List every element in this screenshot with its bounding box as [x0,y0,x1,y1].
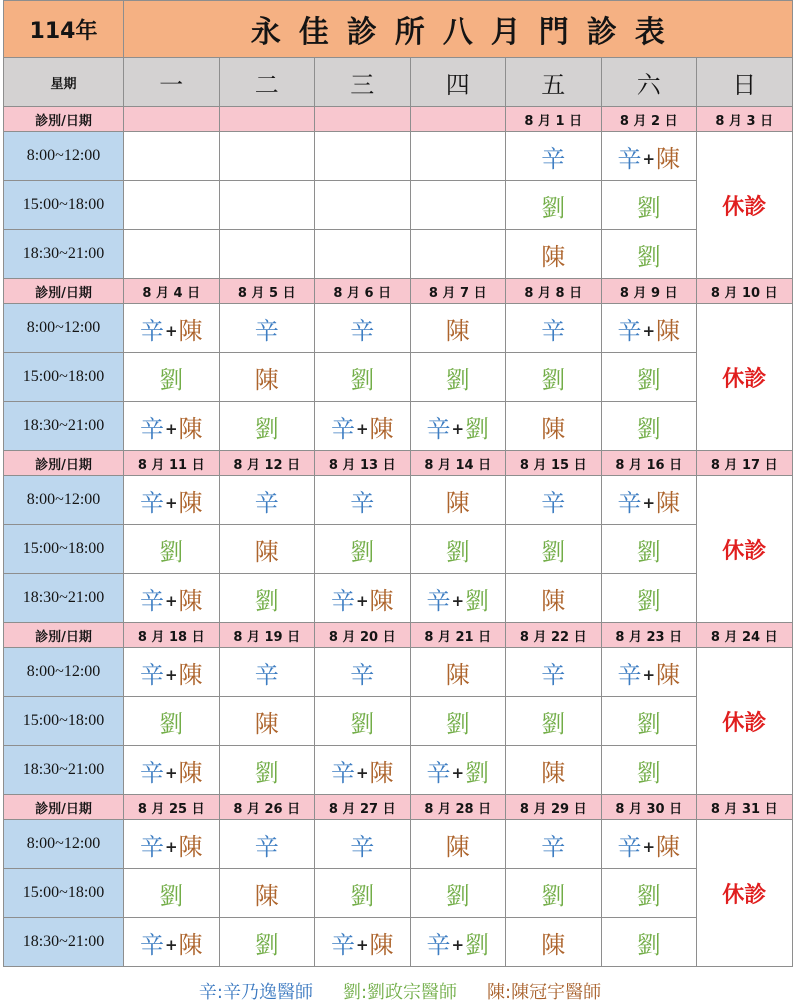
doctor-cell [411,697,506,745]
doctor-cell [220,697,315,745]
date-cell: 8 月 29 日 [506,795,601,819]
doctor-cell [506,746,601,794]
weekday-sat: 六 [602,58,697,106]
session-time: 18:30~21:00 [4,918,123,966]
doctor-code: 劉 [636,758,661,787]
legend-item-chen: 陳:陳冠宇醫師 [487,982,602,1003]
doctor-code: 陳 [178,316,203,345]
date-cell: 8 月 5 日 [220,279,315,303]
doctor-code: 劉 [350,709,375,738]
doctor-cell [124,820,219,868]
year-label: 114年 [4,1,123,57]
plus-sign: + [355,936,369,954]
doctor-cell [506,476,601,524]
doctor-cell [411,820,506,868]
doctor-code: 劉 [636,414,661,443]
doctor-cell [315,402,410,450]
doctor-legend [0,980,800,1006]
date-cell: 8 月 15 日 [506,451,601,475]
date-cell: 8 月 11 日 [124,451,219,475]
doctor-code: 辛 [541,832,566,861]
doctor-code: 劉 [541,709,566,738]
date-cell: 8 月 2 日 [602,107,697,131]
doctor-code: 陳 [445,660,470,689]
doctor-cell [220,353,315,401]
doctor-code: 劉 [254,586,279,615]
doctor-cell [602,697,697,745]
date-cell: 8 月 18 日 [124,623,219,647]
doctor-code: 辛 [254,832,279,861]
doctor-cell [506,132,601,180]
plus-sign: + [642,322,656,340]
date-cell: 8 月 31 日 [697,795,792,819]
session-time: 8:00~12:00 [4,820,123,868]
doctor-cell [124,918,219,966]
doctor-code: 劉 [636,930,661,959]
date-cell: 8 月 26 日 [220,795,315,819]
weekday-wed: 三 [315,58,410,106]
weekday-fri: 五 [506,58,601,106]
doctor-code: 辛 [139,832,164,861]
date-row-label: 診別/日期 [4,279,123,303]
doctor-code: 陳 [178,832,203,861]
doctor-code: 劉 [465,414,490,443]
doctor-cell [506,525,601,573]
doctor-code: 陳 [541,414,566,443]
doctor-cell [411,648,506,696]
doctor-cell [411,402,506,450]
doctor-code: 劉 [350,537,375,566]
doctor-cell [124,230,219,278]
doctor-code: 辛 [139,316,164,345]
doctor-cell [602,648,697,696]
plus-sign: + [164,420,178,438]
session-time: 8:00~12:00 [4,476,123,524]
doctor-cell [602,181,697,229]
doctor-code: 辛 [330,414,355,443]
plus-sign: + [164,666,178,684]
doctor-code: 劉 [465,758,490,787]
doctor-code: 辛 [139,660,164,689]
date-cell: 8 月 23 日 [602,623,697,647]
doctor-cell [315,648,410,696]
doctor-code: 陳 [445,316,470,345]
plus-sign: + [451,420,465,438]
doctor-code: 辛 [541,144,566,173]
doctor-code: 陳 [541,242,566,271]
doctor-code: 辛 [350,660,375,689]
schedule-title: 永佳診所八月門診表 [124,1,792,57]
date-cell: 8 月 10 日 [697,279,792,303]
plus-sign: + [642,666,656,684]
doctor-code: 辛 [426,930,451,959]
doctor-cell [124,402,219,450]
doctor-code: 陳 [178,660,203,689]
doctor-cell [506,181,601,229]
doctor-cell [602,476,697,524]
date-cell: 8 月 7 日 [411,279,506,303]
doctor-cell [220,746,315,794]
date-cell: 8 月 6 日 [315,279,410,303]
doctor-cell [315,820,410,868]
doctor-code: 劉 [636,709,661,738]
doctor-code: 陳 [254,881,279,910]
session-time: 15:00~18:00 [4,353,123,401]
doctor-cell [411,181,506,229]
doctor-cell [411,476,506,524]
doctor-code: 辛 [350,832,375,861]
doctor-cell [220,230,315,278]
doctor-cell [602,869,697,917]
date-cell: 8 月 8 日 [506,279,601,303]
doctor-cell [315,304,410,352]
closed-cell [697,304,792,450]
doctor-code: 劉 [445,881,470,910]
doctor-cell [220,869,315,917]
doctor-cell [220,476,315,524]
session-time: 8:00~12:00 [4,304,123,352]
doctor-cell [602,918,697,966]
doctor-code: 劉 [541,537,566,566]
doctor-code: 陳 [369,930,394,959]
session-time: 8:00~12:00 [4,132,123,180]
doctor-cell [315,230,410,278]
weekday-row-label: 星期 [4,58,123,106]
date-cell: 8 月 25 日 [124,795,219,819]
doctor-code: 陳 [445,488,470,517]
plus-sign: + [164,322,178,340]
doctor-code: 劉 [445,709,470,738]
doctor-code: 辛 [139,414,164,443]
doctor-code: 劉 [541,881,566,910]
plus-sign: + [164,494,178,512]
doctor-code: 辛 [426,414,451,443]
session-time: 15:00~18:00 [4,869,123,917]
doctor-code: 辛 [330,758,355,787]
session-time: 18:30~21:00 [4,574,123,622]
doctor-code: 辛 [350,316,375,345]
weekday-mon: 一 [124,58,219,106]
weekday-sun: 日 [697,58,792,106]
date-cell [411,107,506,131]
doctor-cell [602,746,697,794]
session-time: 18:30~21:00 [4,746,123,794]
doctor-cell [411,132,506,180]
date-cell: 8 月 30 日 [602,795,697,819]
plus-sign: + [355,764,369,782]
doctor-code: 劉 [636,586,661,615]
session-time: 18:30~21:00 [4,230,123,278]
doctor-code: 陳 [445,832,470,861]
doctor-code: 劉 [350,365,375,394]
doctor-code: 陳 [254,537,279,566]
doctor-code: 陳 [178,414,203,443]
doctor-cell [124,181,219,229]
doctor-code: 劉 [541,365,566,394]
doctor-cell [220,304,315,352]
doctor-code: 辛 [139,758,164,787]
doctor-code: 辛 [330,586,355,615]
doctor-code: 劉 [636,242,661,271]
date-cell: 8 月 28 日 [411,795,506,819]
session-time: 18:30~21:00 [4,402,123,450]
doctor-code: 陳 [369,586,394,615]
session-time: 15:00~18:00 [4,697,123,745]
closed-label: 休診 [722,538,767,564]
plus-sign: + [451,936,465,954]
doctor-cell [411,353,506,401]
doctor-code: 辛 [330,930,355,959]
closed-label: 休診 [722,882,767,908]
doctor-cell [315,697,410,745]
doctor-code: 劉 [159,537,184,566]
doctor-cell [315,181,410,229]
plus-sign: + [355,420,369,438]
date-cell [220,107,315,131]
doctor-cell [506,820,601,868]
doctor-cell [315,525,410,573]
doctor-cell [602,353,697,401]
schedule-table [3,0,793,967]
doctor-code: 劉 [254,758,279,787]
doctor-code: 陳 [369,414,394,443]
doctor-cell [411,525,506,573]
doctor-cell [602,525,697,573]
doctor-cell [124,697,219,745]
date-cell: 8 月 14 日 [411,451,506,475]
doctor-cell [411,918,506,966]
doctor-code: 辛 [426,758,451,787]
doctor-cell [506,648,601,696]
doctor-cell [220,648,315,696]
doctor-cell [124,525,219,573]
doctor-cell [220,402,315,450]
doctor-code: 辛 [617,660,642,689]
date-cell [315,107,410,131]
date-cell: 8 月 27 日 [315,795,410,819]
doctor-code: 辛 [541,316,566,345]
doctor-cell [315,476,410,524]
date-cell: 8 月 3 日 [697,107,792,131]
doctor-code: 辛 [254,660,279,689]
weekday-thu: 四 [411,58,506,106]
doctor-code: 陳 [178,930,203,959]
doctor-code: 劉 [254,414,279,443]
doctor-cell [602,402,697,450]
doctor-code: 辛 [139,930,164,959]
doctor-code: 陳 [656,832,681,861]
doctor-cell [220,525,315,573]
doctor-code: 辛 [426,586,451,615]
doctor-code: 劉 [445,537,470,566]
doctor-cell [506,304,601,352]
doctor-cell [411,574,506,622]
doctor-cell [506,918,601,966]
date-row-label: 診別/日期 [4,623,123,647]
doctor-code: 辛 [617,488,642,517]
doctor-code: 劉 [465,586,490,615]
date-cell: 8 月 17 日 [697,451,792,475]
doctor-code: 陳 [178,488,203,517]
date-cell: 8 月 16 日 [602,451,697,475]
plus-sign: + [642,838,656,856]
date-cell: 8 月 13 日 [315,451,410,475]
doctor-code: 辛 [139,488,164,517]
doctor-code: 劉 [541,193,566,222]
doctor-cell [411,304,506,352]
doctor-code: 辛 [350,488,375,517]
doctor-code: 劉 [636,193,661,222]
doctor-code: 陳 [178,758,203,787]
session-time: 15:00~18:00 [4,181,123,229]
doctor-code: 劉 [159,709,184,738]
plus-sign: + [451,592,465,610]
doctor-code: 劉 [350,881,375,910]
date-row-label: 診別/日期 [4,107,123,131]
doctor-cell [506,574,601,622]
date-row-label: 診別/日期 [4,451,123,475]
doctor-code: 劉 [636,365,661,394]
doctor-code: 劉 [636,537,661,566]
date-cell: 8 月 24 日 [697,623,792,647]
doctor-cell [602,574,697,622]
doctor-code: 陳 [541,758,566,787]
closed-label: 休診 [722,366,767,392]
date-cell: 8 月 19 日 [220,623,315,647]
doctor-cell [506,697,601,745]
date-cell: 8 月 12 日 [220,451,315,475]
doctor-code: 辛 [254,488,279,517]
doctor-code: 劉 [465,930,490,959]
doctor-cell [220,918,315,966]
doctor-code: 辛 [541,660,566,689]
doctor-cell [220,574,315,622]
closed-cell [697,132,792,278]
plus-sign: + [642,494,656,512]
doctor-cell [315,746,410,794]
closed-label: 休診 [722,710,767,736]
plus-sign: + [164,592,178,610]
doctor-cell [315,132,410,180]
date-cell: 8 月 4 日 [124,279,219,303]
closed-cell [697,820,792,966]
doctor-code: 劉 [159,881,184,910]
date-cell: 8 月 21 日 [411,623,506,647]
doctor-cell [506,869,601,917]
doctor-cell [220,820,315,868]
plus-sign: + [164,838,178,856]
doctor-code: 辛 [254,316,279,345]
doctor-code: 辛 [617,316,642,345]
doctor-cell [506,353,601,401]
date-cell: 8 月 20 日 [315,623,410,647]
doctor-cell [411,746,506,794]
plus-sign: + [642,150,656,168]
plus-sign: + [451,764,465,782]
doctor-cell [124,353,219,401]
doctor-cell [124,648,219,696]
doctor-code: 陳 [254,365,279,394]
doctor-code: 辛 [617,144,642,173]
legend-item-xin: 辛:辛乃逸醫師 [198,982,313,1003]
plus-sign: + [164,936,178,954]
doctor-cell [124,132,219,180]
closed-cell [697,476,792,622]
doctor-code: 陳 [178,586,203,615]
doctor-code: 辛 [617,832,642,861]
doctor-cell [315,918,410,966]
doctor-code: 陳 [656,488,681,517]
plus-sign: + [355,592,369,610]
session-time: 8:00~12:00 [4,648,123,696]
doctor-cell [124,746,219,794]
session-time: 15:00~18:00 [4,525,123,573]
doctor-code: 陳 [254,709,279,738]
doctor-cell [220,181,315,229]
doctor-cell [124,304,219,352]
date-cell: 8 月 1 日 [506,107,601,131]
closed-label: 休診 [722,194,767,220]
doctor-cell [506,402,601,450]
doctor-cell [220,132,315,180]
doctor-code: 辛 [541,488,566,517]
date-cell: 8 月 9 日 [602,279,697,303]
doctor-cell [124,574,219,622]
doctor-cell [411,230,506,278]
doctor-code: 陳 [369,758,394,787]
doctor-cell [315,574,410,622]
doctor-code: 陳 [541,930,566,959]
doctor-code: 陳 [656,660,681,689]
doctor-cell [602,820,697,868]
doctor-code: 辛 [139,586,164,615]
doctor-cell [124,476,219,524]
doctor-code: 劉 [445,365,470,394]
doctor-cell [411,869,506,917]
doctor-cell [602,132,697,180]
doctor-cell [602,304,697,352]
date-row-label: 診別/日期 [4,795,123,819]
doctor-cell [506,230,601,278]
date-cell: 8 月 22 日 [506,623,601,647]
doctor-code: 劉 [254,930,279,959]
doctor-cell [315,353,410,401]
doctor-code: 陳 [656,316,681,345]
doctor-cell [315,869,410,917]
weekday-tue: 二 [220,58,315,106]
date-cell [124,107,219,131]
doctor-code: 劉 [636,881,661,910]
doctor-code: 劉 [159,365,184,394]
closed-cell [697,648,792,794]
doctor-code: 陳 [541,586,566,615]
doctor-cell [124,869,219,917]
doctor-cell [602,230,697,278]
plus-sign: + [164,764,178,782]
doctor-code: 陳 [656,144,681,173]
legend-item-liu: 劉:劉政宗醫師 [342,982,458,1003]
